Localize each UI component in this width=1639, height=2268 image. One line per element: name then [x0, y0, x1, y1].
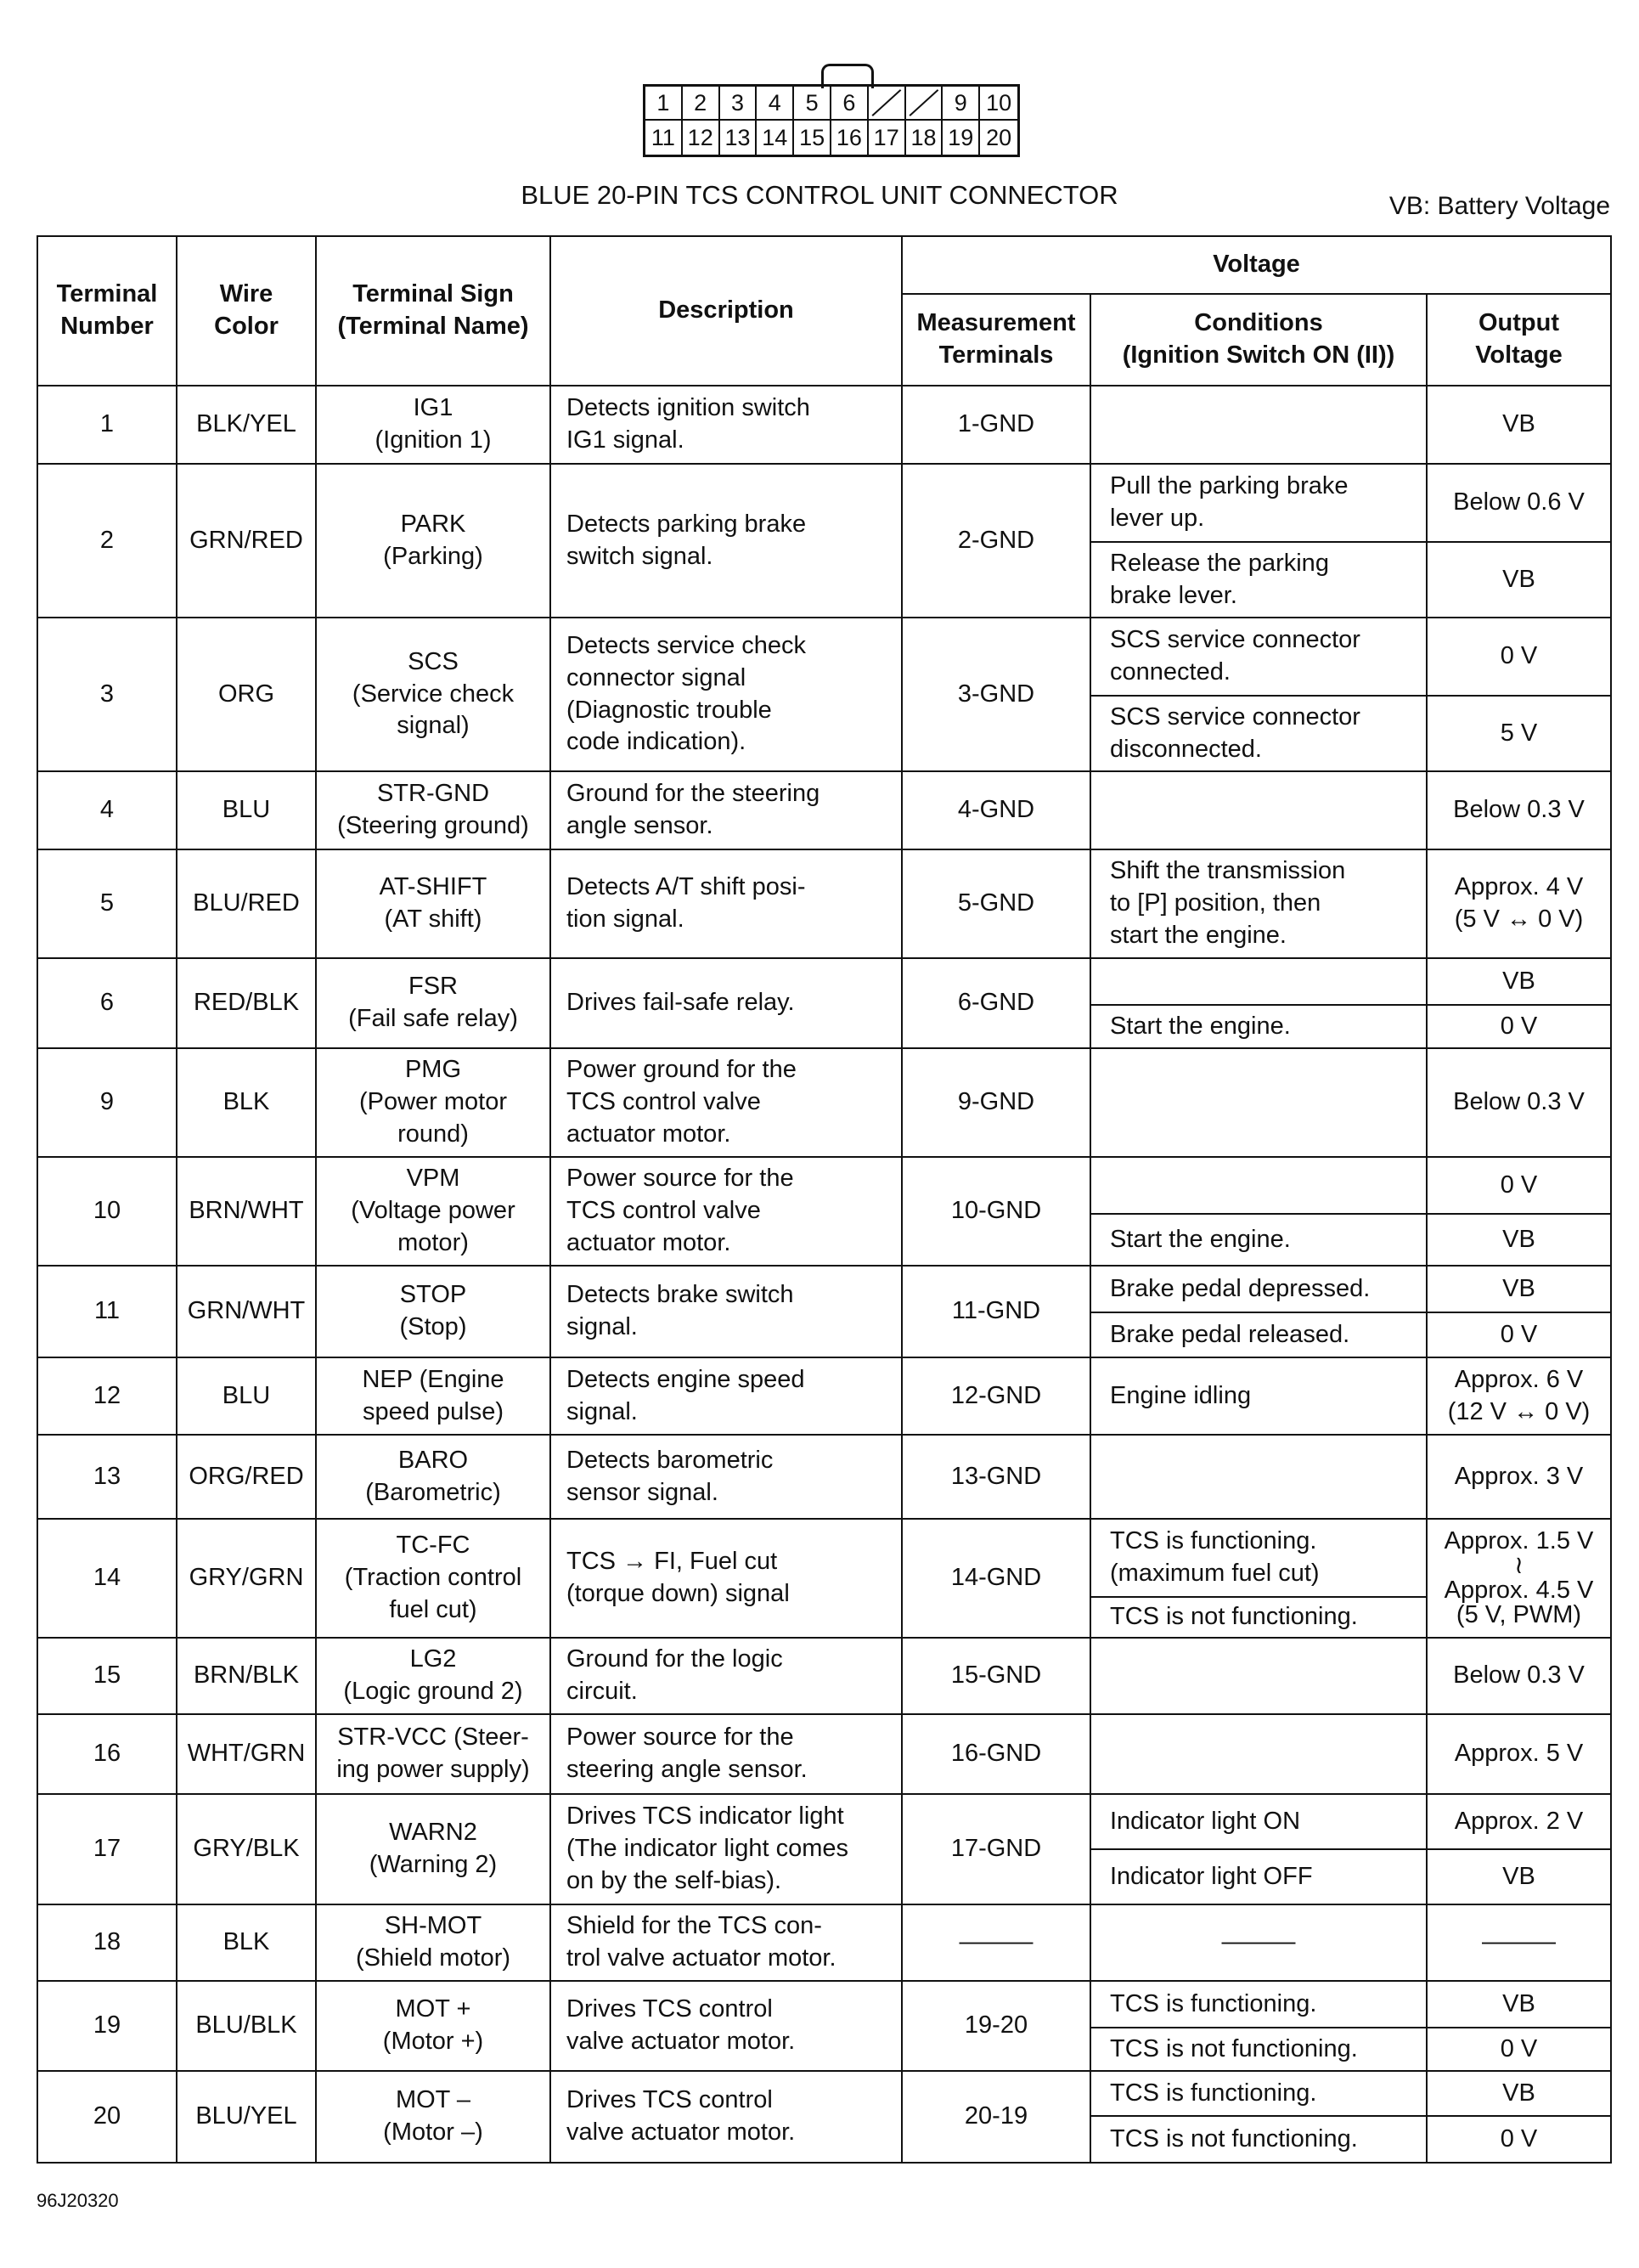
condition: Indicator light ON — [1090, 1794, 1427, 1849]
measurement-terminals: 6-GND — [902, 958, 1090, 1048]
connector-pin: 5 — [794, 87, 831, 121]
wire-color: GRN/RED — [177, 464, 316, 618]
terminal-number: 11 — [37, 1266, 177, 1357]
condition: TCS is functioning. — [1090, 2071, 1427, 2116]
connector-pin: 13 — [720, 121, 758, 155]
condition — [1090, 958, 1427, 1005]
connector-pin: 2 — [683, 87, 720, 121]
wire-color: BLU/BLK — [177, 1981, 316, 2071]
condition: ——— — [1090, 1904, 1427, 1981]
output-voltage: VB — [1427, 1849, 1611, 1904]
terminal-sign: PARK (Parking) — [316, 464, 550, 618]
output-voltage: VB — [1427, 542, 1611, 618]
terminal-number: 1 — [37, 386, 177, 464]
description: Detects A/T shift posi- tion signal. — [550, 849, 902, 958]
output-voltage: Below 0.3 V — [1427, 1638, 1611, 1714]
output-voltage: VB — [1427, 2071, 1611, 2116]
voltage-legend-note: VB: Battery Voltage — [1388, 192, 1610, 220]
table-row — [37, 386, 1611, 464]
terminal-table — [37, 235, 1612, 2164]
condition: Start the engine. — [1090, 1214, 1427, 1266]
table-row — [37, 1048, 1611, 1157]
output-voltage: 0 V — [1427, 618, 1611, 696]
table-row — [37, 1266, 1611, 1312]
description: Drives TCS control valve actuator motor. — [550, 2071, 902, 2163]
condition — [1090, 1048, 1427, 1157]
terminal-number: 16 — [37, 1714, 177, 1794]
measurement-terminals: 20-19 — [902, 2071, 1090, 2163]
condition: Engine idling — [1090, 1357, 1427, 1435]
output-voltage: Below 0.3 V — [1427, 771, 1611, 849]
output-voltage: 0 V — [1427, 2028, 1611, 2071]
measurement-terminals: 11-GND — [902, 1266, 1090, 1357]
header-description: Description — [550, 236, 902, 386]
measurement-terminals: 14-GND — [902, 1519, 1090, 1638]
description: Drives TCS control valve actuator motor. — [550, 1981, 902, 2071]
table-row — [37, 1638, 1611, 1714]
description: Detects engine speed signal. — [550, 1357, 902, 1435]
measurement-terminals: 12-GND — [902, 1357, 1090, 1435]
condition: SCS service connector connected. — [1090, 618, 1427, 696]
output-voltage: 0 V — [1427, 1005, 1611, 1048]
wire-color: BLU/RED — [177, 849, 316, 958]
condition: TCS is functioning. (maximum fuel cut) — [1090, 1519, 1427, 1597]
output-voltage: VB — [1427, 1214, 1611, 1266]
wire-color: WHT/GRN — [177, 1714, 316, 1794]
connector-pin: 16 — [831, 121, 869, 155]
condition — [1090, 1435, 1427, 1519]
table-row — [37, 1357, 1611, 1435]
description: TCS → FI, Fuel cut (torque down) signal — [550, 1519, 902, 1638]
output-voltage: 0 V — [1427, 1312, 1611, 1357]
terminal-sign: MOT – (Motor –) — [316, 2071, 550, 2163]
terminal-number: 5 — [37, 849, 177, 958]
terminal-number: 10 — [37, 1157, 177, 1266]
connector-pin: 1 — [645, 87, 683, 121]
terminal-number: 19 — [37, 1981, 177, 2071]
connector-diagram — [643, 84, 1020, 157]
connector-pin: 20 — [986, 124, 1012, 150]
wire-color: ORG — [177, 618, 316, 771]
measurement-terminals: 19-20 — [902, 1981, 1090, 2071]
output-voltage: Approx. 6 V (12 V ↔ 0 V) — [1427, 1357, 1611, 1435]
condition: Indicator light OFF — [1090, 1849, 1427, 1904]
output-voltage: Approx. 3 V — [1427, 1435, 1611, 1519]
output-voltage: VB — [1427, 958, 1611, 1005]
measurement-terminals: 16-GND — [902, 1714, 1090, 1794]
wire-color: RED/BLK — [177, 958, 316, 1048]
output-voltage: Approx. 2 V — [1427, 1794, 1611, 1849]
description: Power ground for the TCS control valve actuator motor. — [550, 1048, 902, 1157]
connector-pin: 4 — [757, 87, 794, 121]
wire-color: BRN/BLK — [177, 1638, 316, 1714]
wire-color: BRN/WHT — [177, 1157, 316, 1266]
wire-color: GRN/WHT — [177, 1266, 316, 1357]
measurement-terminals: 15-GND — [902, 1638, 1090, 1714]
description: Detects barometric sensor signal. — [550, 1435, 902, 1519]
connector-pin: 15 — [794, 121, 831, 155]
terminal-sign: PMG (Power motor round) — [316, 1048, 550, 1157]
terminal-sign: BARO (Barometric) — [316, 1435, 550, 1519]
connector-title: BLUE 20-PIN TCS CONTROL UNIT CONNECTOR — [521, 180, 1118, 210]
table-row — [37, 849, 1611, 958]
condition — [1090, 386, 1427, 464]
description: Power source for the TCS control valve actuator motor. — [550, 1157, 902, 1266]
condition — [1090, 1638, 1427, 1714]
wire-color: BLU — [177, 1357, 316, 1435]
terminal-number: 18 — [37, 1904, 177, 1981]
condition: SCS service connector disconnected. — [1090, 696, 1427, 771]
measurement-terminals: 2-GND — [902, 464, 1090, 618]
description: Detects ignition switch IG1 signal. — [550, 386, 902, 464]
terminal-sign: AT-SHIFT (AT shift) — [316, 849, 550, 958]
description: Ground for the steering angle sensor. — [550, 771, 902, 849]
description: Drives TCS indicator light (The indicator light comes on by the self-bias). — [550, 1794, 902, 1904]
table-row — [37, 1981, 1611, 2028]
output-voltage: ——— — [1427, 1904, 1611, 1981]
table-row — [37, 464, 1611, 542]
terminal-sign: SH-MOT (Shield motor) — [316, 1904, 550, 1981]
terminal-sign: STOP (Stop) — [316, 1266, 550, 1357]
output-voltage: Below 0.3 V — [1427, 1048, 1611, 1157]
condition: Shift the transmission to [P] position, then start the engine. — [1090, 849, 1427, 958]
measurement-terminals: 10-GND — [902, 1157, 1090, 1266]
terminal-number: 17 — [37, 1794, 177, 1904]
table-row — [37, 1904, 1611, 1981]
condition — [1090, 1157, 1427, 1214]
connector-pin: 14 — [757, 121, 794, 155]
terminal-number: 4 — [37, 771, 177, 849]
terminal-sign: NEP (Engine speed pulse) — [316, 1357, 550, 1435]
terminal-sign: STR-VCC (Steer- ing power supply) — [316, 1714, 550, 1794]
wire-color: ORG/RED — [177, 1435, 316, 1519]
terminal-number: 3 — [37, 618, 177, 771]
condition: TCS is not functioning. — [1090, 1597, 1427, 1638]
condition: Start the engine. — [1090, 1005, 1427, 1048]
terminal-sign: TC-FC (Traction control fuel cut) — [316, 1519, 550, 1638]
header-voltage: Voltage — [902, 236, 1611, 294]
output-voltage: Approx. 5 V — [1427, 1714, 1611, 1794]
header-wire-color: Wire Color — [177, 236, 316, 386]
connector-pin-unused — [906, 87, 943, 121]
condition — [1090, 1714, 1427, 1794]
output-voltage: VB — [1427, 1266, 1611, 1312]
condition: TCS is not functioning. — [1090, 2028, 1427, 2071]
table-row — [37, 1714, 1611, 1794]
wire-color: GRY/BLK — [177, 1794, 316, 1904]
condition: TCS is not functioning. — [1090, 2116, 1427, 2163]
terminal-sign: SCS (Service check signal) — [316, 618, 550, 771]
table-row — [37, 1157, 1611, 1214]
output-voltage: 0 V — [1427, 2116, 1611, 2163]
header-terminal-number: Terminal Number — [37, 236, 177, 386]
terminal-sign: MOT + (Motor +) — [316, 1981, 550, 2071]
output-voltage: Approx. 4 V (5 V ↔ 0 V) — [1427, 849, 1611, 958]
measurement-terminals: 17-GND — [902, 1794, 1090, 1904]
wire-color: BLU — [177, 771, 316, 849]
terminal-number: 6 — [37, 958, 177, 1048]
description: Shield for the TCS con- trol valve actuator motor. — [550, 1904, 902, 1981]
terminal-number: 9 — [37, 1048, 177, 1157]
measurement-terminals: 4-GND — [902, 771, 1090, 849]
condition: Brake pedal released. — [1090, 1312, 1427, 1357]
measurement-terminals: 13-GND — [902, 1435, 1090, 1519]
description: Detects brake switch signal. — [550, 1266, 902, 1357]
connector-pin: 9 — [943, 87, 980, 121]
connector-pin-grid — [643, 84, 1020, 157]
wire-color: BLU/YEL — [177, 2071, 316, 2163]
measurement-terminals: 5-GND — [902, 849, 1090, 958]
description: Ground for the logic circuit. — [550, 1638, 902, 1714]
terminal-sign: VPM (Voltage power motor) — [316, 1157, 550, 1266]
wire-color: BLK/YEL — [177, 386, 316, 464]
terminal-sign: IG1 (Ignition 1) — [316, 386, 550, 464]
output-voltage: VB — [1427, 386, 1611, 464]
connector-pin-unused — [869, 87, 906, 121]
terminal-number: 14 — [37, 1519, 177, 1638]
header-output-voltage: Output Voltage — [1427, 294, 1611, 386]
terminal-number: 13 — [37, 1435, 177, 1519]
condition — [1090, 771, 1427, 849]
condition: Release the parking brake lever. — [1090, 542, 1427, 618]
connector-pin: 19 — [943, 121, 980, 155]
output-voltage: Approx. 1.5 V ≀ Approx. 4.5 V (5 V, PWM) — [1427, 1519, 1611, 1638]
wire-color: GRY/GRN — [177, 1519, 316, 1638]
output-voltage: Below 0.6 V — [1427, 464, 1611, 542]
condition: TCS is functioning. — [1090, 1981, 1427, 2028]
output-voltage: 0 V — [1427, 1157, 1611, 1214]
connector-pin: 18 — [906, 121, 943, 155]
connector-pin: 10 — [980, 87, 1017, 121]
measurement-terminals: ——— — [902, 1904, 1090, 1981]
output-voltage: 5 V — [1427, 696, 1611, 771]
connector-pin: 3 — [720, 87, 758, 121]
table-row — [37, 1435, 1611, 1519]
table-row — [37, 1794, 1611, 1849]
description: Power source for the steering angle sensor. — [550, 1714, 902, 1794]
connector-pin: 17 — [869, 121, 906, 155]
terminal-sign: LG2 (Logic ground 2) — [316, 1638, 550, 1714]
terminal-sign: FSR (Fail safe relay) — [316, 958, 550, 1048]
description: Detects parking brake switch signal. — [550, 464, 902, 618]
table-row — [37, 618, 1611, 696]
terminal-sign: WARN2 (Warning 2) — [316, 1794, 550, 1904]
condition: Pull the parking brake lever up. — [1090, 464, 1427, 542]
measurement-terminals: 3-GND — [902, 618, 1090, 771]
terminal-number: 20 — [37, 2071, 177, 2163]
header-measurement-terminals: Measurement Terminals — [902, 294, 1090, 386]
connector-pin: 11 — [645, 121, 683, 155]
condition: Brake pedal depressed. — [1090, 1266, 1427, 1312]
terminal-number: 15 — [37, 1638, 177, 1714]
description: Drives fail-safe relay. — [550, 958, 902, 1048]
terminal-number: 12 — [37, 1357, 177, 1435]
terminal-number: 2 — [37, 464, 177, 618]
wire-color: BLK — [177, 1904, 316, 1981]
header-terminal-sign: Terminal Sign (Terminal Name) — [316, 236, 550, 386]
connector-pin: 12 — [683, 121, 720, 155]
table-row — [37, 771, 1611, 849]
measurement-terminals: 9-GND — [902, 1048, 1090, 1157]
figure-code: 96J20320 — [37, 2190, 119, 2211]
table-row — [37, 2071, 1611, 2116]
table-row — [37, 958, 1611, 1005]
measurement-terminals: 1-GND — [902, 386, 1090, 464]
connector-pin: 6 — [831, 87, 869, 121]
output-voltage: VB — [1427, 1981, 1611, 2028]
table-row — [37, 1519, 1611, 1597]
wire-color: BLK — [177, 1048, 316, 1157]
description: Detects service check connector signal (Diagnostic trouble code indication). — [550, 618, 902, 771]
header-conditions: Conditions (Ignition Switch ON (II)) — [1090, 294, 1427, 386]
terminal-sign: STR-GND (Steering ground) — [316, 771, 550, 849]
